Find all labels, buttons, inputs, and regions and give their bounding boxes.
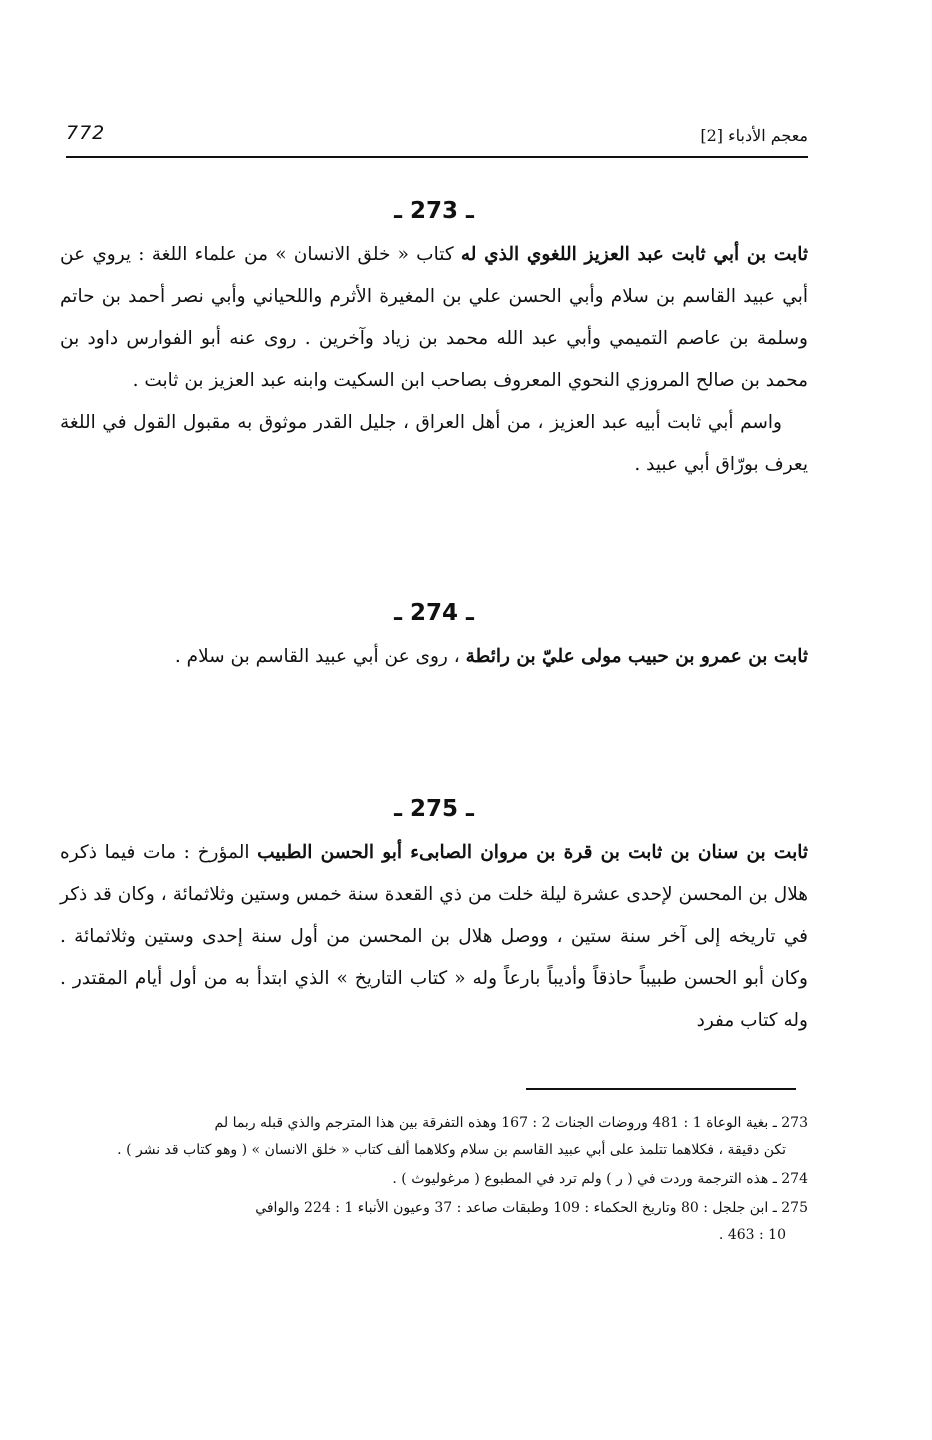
footnote-text: 274 ـ هذه الترجمة وردت في ( ر ) ولم ترد في المطبوع ( مرغوليوث ) . [392,1171,808,1187]
entry-paragraph [60,234,808,402]
running-title: معجم الأدباء [2] [700,126,808,145]
entry-274 [60,600,808,678]
entry-number: ـ 274 ـ [394,600,474,626]
footnote-continuation: تكن دقيقة ، فكلاهما تتلمذ على أبي عبيد القاسم بن سلام وكلاهما ألف كتاب « خلق الانسان » ( وهو كتاب قد نشر ) . [117,1142,786,1158]
entry-heading: ثابت بن سنان بن ثابت بن قرة بن مروان الصابىء أبو الحسن الطبيب [257,842,808,863]
entry-text: كتاب « خلق الانسان » من علماء اللغة : يروي عن أبي عبيد القاسم بن سلام وأبي الحسن علي بن المغيرة الأثرم واللحياني وأبي نصر أحمد بن حاتم وسلمة بن عاصم التميمي وأبي عبد الله محمد بن زياد وآخرين . روى عنه أبو الفوارس داود بن محمد بن صالح المروزي النحوي المعروف بصاحب ابن السكيت وابنه عبد العزيز بن ثابت . [60,244,808,391]
footnote-continuation: 10 : 463 . [718,1227,786,1243]
page-number: 772 [66,122,106,144]
footnote-275 [50,1195,808,1249]
entry-heading: ثابت بن أبي ثابت عبد العزيز اللغوي الذي له [460,244,808,265]
entry-paragraph [60,402,808,486]
footnote-274 [50,1166,808,1193]
entry-text: المؤرخ : مات فيما ذكره هلال بن المحسن لإحدى عشرة ليلة خلت من ذي القعدة سنة خمس وستين وثلاثمائة ، وكان قد ذكر في تاريخه إلى آخر سنة ستين ، ووصل هلال بن المحسن من أول سنة إحدى وستين وثلاثمائة . وكان أبو الحسن طبيباً حاذقاً وأديباً بارعاً وله « كتاب التاريخ » الذي ابتدأ به من أول أيام المقتدر . وله كتاب مفرد [60,842,808,1031]
entry-heading: ثابت بن عمرو بن حبيب مولى عليّ بن رائطة [465,646,808,667]
entry-number: ـ 273 ـ [394,198,474,224]
entry-275 [60,796,808,1042]
footnote-273 [50,1110,808,1164]
entry-paragraph [60,832,808,1042]
entry-text: ، روى عن أبي عبيد القاسم بن سلام . [174,646,466,667]
entry-number: ـ 275 ـ [394,796,474,822]
entry-paragraph [60,636,808,678]
entry-text: واسم أبي ثابت أبيه عبد العزيز ، من أهل العراق ، جليل القدر موثوق به مقبول القول في اللغة يعرف بورّاق أبي عبيد . [60,412,808,475]
entry-273 [60,198,808,486]
footnote-text: 273 ـ بغية الوعاة 1 : 481 وروضات الجنات 2 : 167 وهذه التفرقة بين هذا المترجم والذي قبله ربما لم [214,1115,808,1131]
footnote-divider [526,1088,796,1090]
footnote-text: 275 ـ ابن جلجل : 80 وتاريخ الحكماء : 109 وطبقات صاعد : 37 وعيون الأنباء 1 : 224 والوافي [255,1200,808,1216]
footnotes [50,1110,808,1251]
page-header [66,120,808,158]
